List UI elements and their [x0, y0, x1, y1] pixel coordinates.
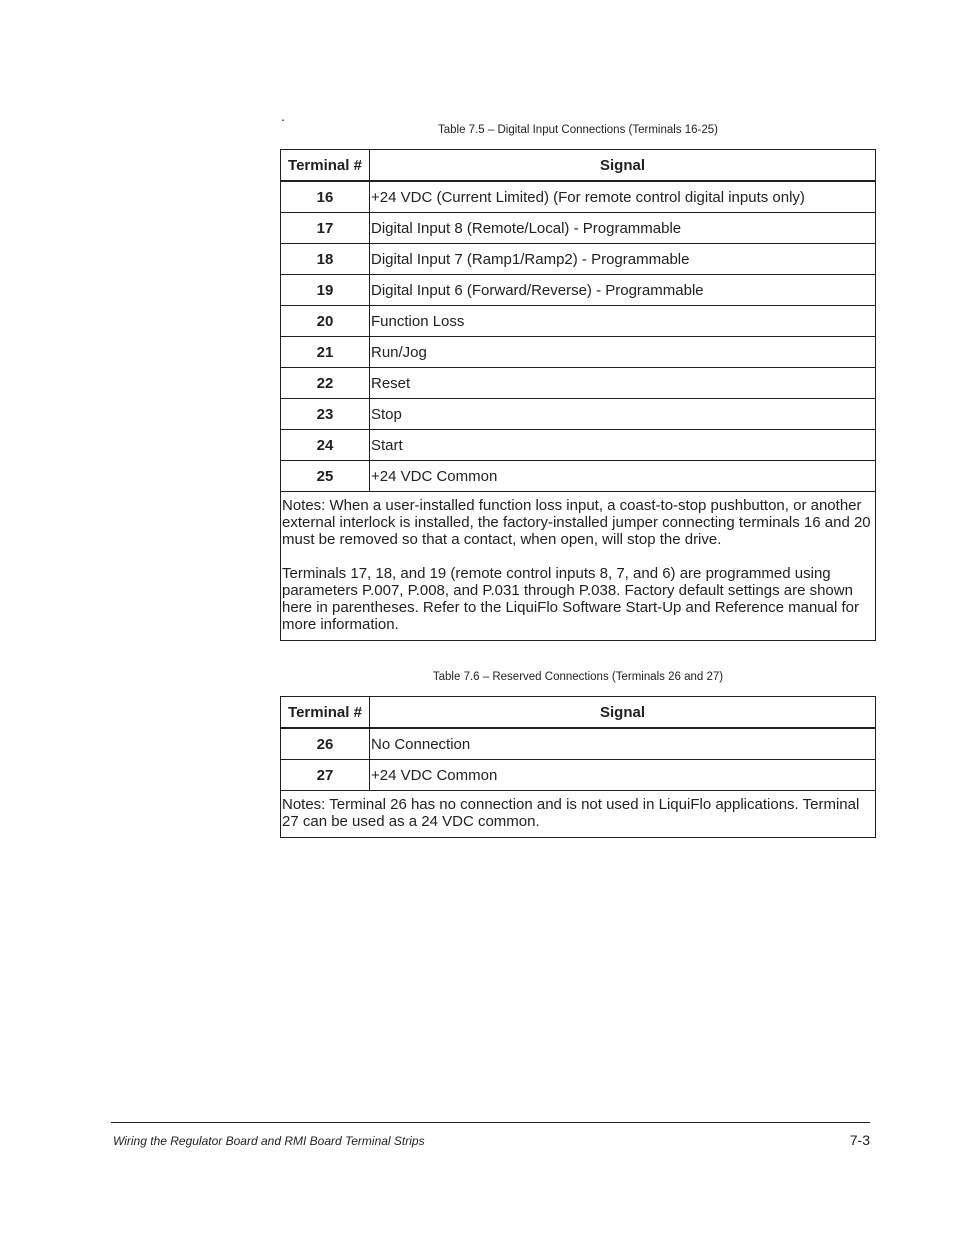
signal-description: +24 VDC Common: [370, 461, 876, 492]
column-header-terminal: Terminal #: [281, 150, 370, 182]
signal-description: Digital Input 8 (Remote/Local) - Programmable: [370, 213, 876, 244]
signal-description: Stop: [370, 399, 876, 430]
table-row: [281, 306, 876, 337]
table-row: [281, 399, 876, 430]
table-row: [281, 244, 876, 275]
reserved-connections-table: [280, 696, 876, 838]
table-row: [281, 728, 876, 760]
terminal-number: 22: [281, 368, 370, 399]
page-number: 7-3: [849, 1132, 870, 1148]
signal-description: Function Loss: [370, 306, 876, 337]
terminal-number: 24: [281, 430, 370, 461]
table-row: [281, 760, 876, 791]
signal-description: Reset: [370, 368, 876, 399]
footer-chapter-title: Wiring the Regulator Board and RMI Board Terminal Strips: [113, 1134, 425, 1148]
signal-description: No Connection: [370, 728, 876, 760]
notes-paragraph: Notes: Terminal 26 has no connection and is not used in LiquiFlo applications. Terminal 27 can be used as a 24 VDC common.: [282, 796, 860, 830]
terminal-number: 23: [281, 399, 370, 430]
table-7-6-caption: Table 7.6 – Reserved Connections (Terminals 26 and 27): [432, 671, 724, 683]
notes-paragraph: Terminals 17, 18, and 19 (remote control inputs 8, 7, and 6) are programmed using parameters P.007, P.008, and P.031 through P.038. Factory default settings are shown here in parentheses. Refer to the LiquiFlo Software Start-Up and Reference manual for more information.: [282, 565, 859, 633]
notes-paragraph: Notes: When a user-installed function loss input, a coast-to-stop pushbutton, or another external interlock is installed, the factory-installed jumper connecting terminals 16 and 20 must be removed so that a contact, when open, will stop the drive.: [282, 497, 871, 548]
signal-description: +24 VDC Common: [370, 760, 876, 791]
table-row: [281, 213, 876, 244]
terminal-number: 16: [281, 181, 370, 213]
terminal-number: 18: [281, 244, 370, 275]
terminal-number: 20: [281, 306, 370, 337]
stray-mark: .: [281, 108, 285, 124]
table-notes: [281, 791, 876, 838]
table-row: [281, 430, 876, 461]
signal-description: Run/Jog: [370, 337, 876, 368]
column-header-signal: Signal: [370, 150, 876, 182]
footer-rule: [111, 1122, 870, 1123]
table-row: [281, 181, 876, 213]
notes-row: [281, 791, 876, 838]
signal-description: Digital Input 6 (Forward/Reverse) - Programmable: [370, 275, 876, 306]
column-header-terminal: Terminal #: [281, 697, 370, 729]
terminal-number: 25: [281, 461, 370, 492]
notes-row: [281, 492, 876, 641]
table-row: [281, 275, 876, 306]
terminal-number: 19: [281, 275, 370, 306]
terminal-number: 26: [281, 728, 370, 760]
column-header-signal: Signal: [370, 697, 876, 729]
table-notes: [281, 492, 876, 641]
digital-input-table: [280, 149, 876, 641]
table-row: [281, 461, 876, 492]
table-row: [281, 368, 876, 399]
terminal-number: 17: [281, 213, 370, 244]
signal-description: Start: [370, 430, 876, 461]
terminal-number: 27: [281, 760, 370, 791]
signal-description: +24 VDC (Current Limited) (For remote control digital inputs only): [370, 181, 876, 213]
table-7-5-caption: Table 7.5 – Digital Input Connections (Terminals 16-25): [438, 124, 718, 136]
table-row: [281, 337, 876, 368]
signal-description: Digital Input 7 (Ramp1/Ramp2) - Programmable: [370, 244, 876, 275]
terminal-number: 21: [281, 337, 370, 368]
